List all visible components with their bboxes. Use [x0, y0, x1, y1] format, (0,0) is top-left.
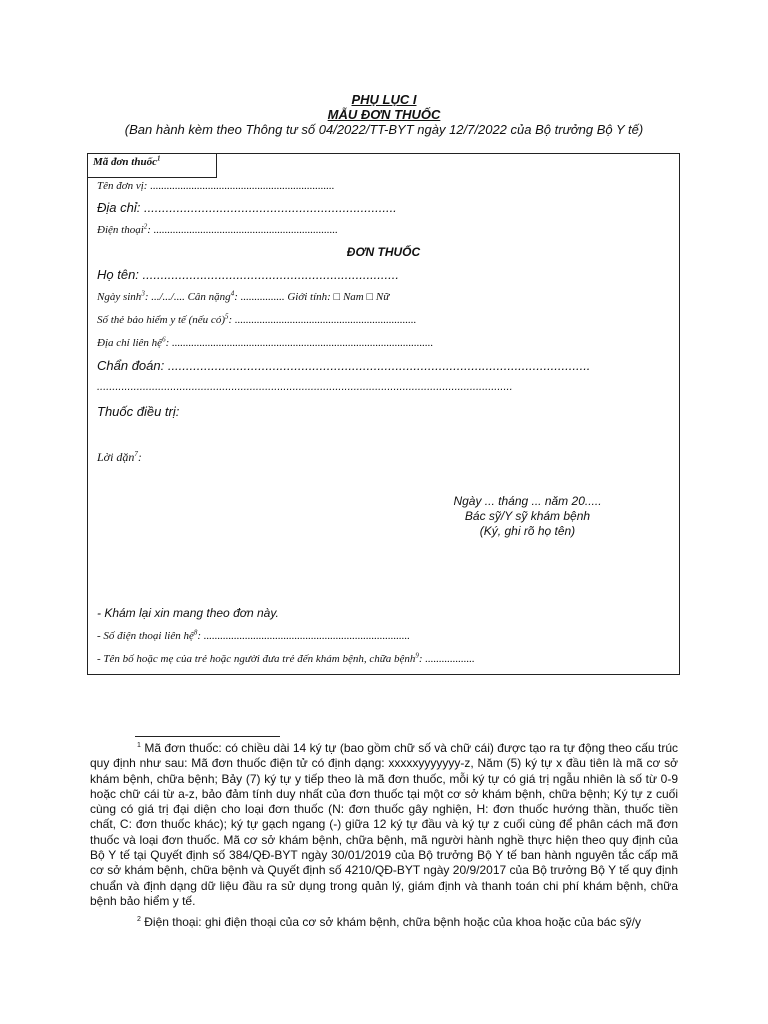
patient-name-field: Họ tên: .......................................................................	[97, 267, 399, 282]
diagnosis-continuation: ........................................................................................................................................	[97, 381, 513, 393]
contact-phone-field: - Số điện thoại liên hệ$^8$: ...........................................................................	[97, 628, 411, 642]
prescription-title: ĐƠN THUỐC	[346, 245, 421, 259]
contact-address-field: Địa chỉ liên hệ$^6$: ...............................................................................................	[97, 335, 434, 349]
address-field: Địa chỉ: ......................................................................	[97, 200, 397, 215]
insurance-card-field: Số thẻ bảo hiểm y tế (nếu có)$^5$: ..................................................................	[97, 312, 417, 326]
signature-role: Bác sỹ/Y sỹ khám bệnh	[464, 509, 591, 523]
prescription-code-label: Mã đơn thuốc$^1$	[93, 154, 161, 168]
appendix-title: PHỤ LỤC I	[351, 92, 417, 107]
signature-note: (Ký, ghi rõ họ tên)	[479, 524, 576, 538]
diagnosis-field: Chẩn đoán: .....................................................................................................................	[97, 358, 591, 373]
advice-field: Lời dặn$^7$:	[97, 450, 142, 464]
footnote-1: $^1$ Mã đơn thuốc: có chiều dài 14 ký tự (bao gồm chữ số và chữ cái) được tạo ra tự động theo cấu trúc quy định như sau: Mã đơn thuốc điện tử có định dạng: xxxxxyyyyyyy-z, Năm (5) ký tự x đầu tiên là mã cơ sở khám bệnh, chữa bệnh; Bảy (7) ký tự y tiếp theo là mã đơn thuốc, mỗi ký tự có giá trị ngẫu nhiên là số từ 0-9 hoặc chữ cái từ a-z, bảo đảm tính duy nhất của đơn thuốc tại một cơ sở khám bệnh, chữa bệnh; Ký tự z cuối cùng có giá trị đại diện cho loại đơn thuốc (N: đơn thuốc gây nghiện, H: đơn thuốc hướng thần, thuốc tiền chất, C: đơn thuốc khác); ký tự gạch ngang (-) giữa 12 ký tự đầu và ký tự z cuối cùng để phân cách mã đơn thuốc và loại đơn thuốc. Mã cơ sở khám bệnh, chữa bệnh, mã người hành nghề thực hiện theo quy định của Bộ Y tế tại Quyết định số 384/QĐ-BYT ngày 30/01/2019 của Bộ trưởng Bộ Y tế ban hành nguyên tắc cấp mã cơ sở khám bệnh, chữa bệnh và Quyết định số 4210/QĐ-BYT ngày 20/9/2017 của Bộ trưởng Bộ Y tế quy định chuẩn và định dạng dữ liệu đầu ra sử dụng trong quản lý, giám định và thanh toán chi phí khám bệnh, chữa bệnh bảo hiểm y tế.	[90, 741, 678, 908]
footnote-separator	[135, 736, 280, 737]
treatment-field: Thuốc điều trị:	[97, 404, 180, 419]
phone-field: Điện thoại$^2$: ...................................................................	[97, 222, 338, 236]
signature-date: Ngày ... tháng ... năm 20.....	[453, 494, 602, 508]
parent-name-field: - Tên bố hoặc mẹ của trẻ hoặc người đưa trẻ đến khám bệnh, chữa bệnh$^9$: ..................	[97, 651, 475, 665]
form-name-title: MẪU ĐƠN THUỐC	[327, 107, 441, 122]
dob-weight-gender-field: Ngày $\sinh^3$: .../.../.... Cân nặng$^4$: ................ Giới tính: □ Nam □ Nữ	[97, 289, 390, 303]
unit-name-field: Tên đơn vị: ...................................................................	[97, 180, 335, 192]
issuance-note: (Ban hành kèm theo Thông tư số 04/2022/TT-BYT ngày 12/7/2022 của Bộ trưởng Bộ Y tế)	[124, 122, 644, 137]
revisit-note: - Khám lại xin mang theo đơn này.	[97, 606, 279, 620]
footnote-2: $^2$ Điện thoại: ghi điện thoại của cơ sở khám bệnh, chữa bệnh hoặc của khoa hoặc của bác sỹ/y	[137, 915, 641, 929]
